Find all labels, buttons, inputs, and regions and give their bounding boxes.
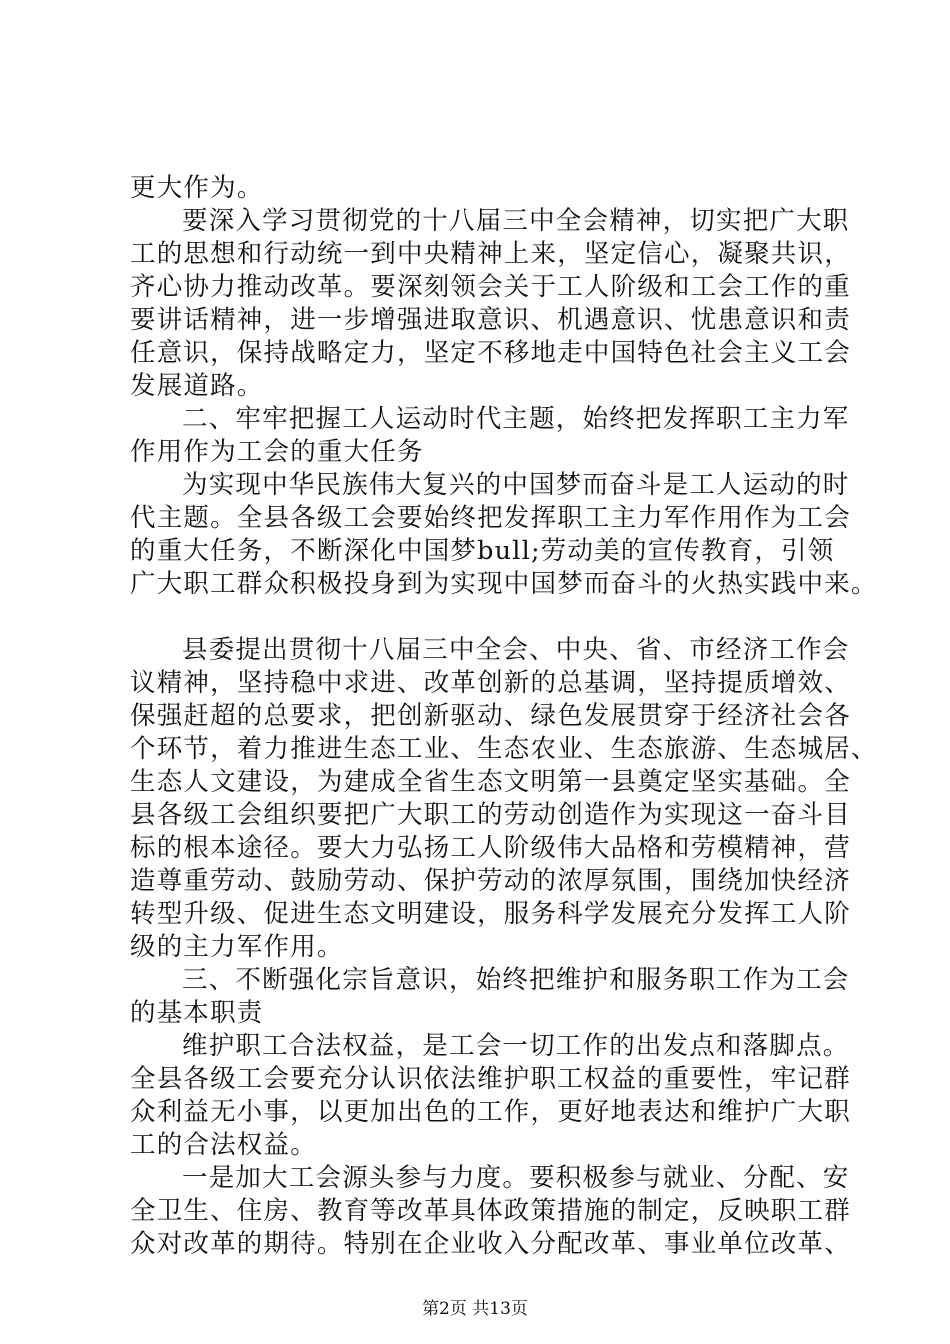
section-heading-line: 三、不断强化宗旨意识，始终把维护和服务职工作为工会 (182, 965, 850, 995)
text-line: 全卫生、住房、教育等改革具体政策措施的制定，反映职工群 (130, 1196, 851, 1226)
text-line: 造尊重劳动、鼓励劳动、保护劳动的浓厚氛围，围绕加快经济 (130, 866, 851, 896)
text-line: 的重大任务，不断深化中国梦bull;劳动美的宣传教育，引领 (130, 536, 835, 566)
text-line: 转型升级、促进生态文明建设，服务科学发展充分发挥工人阶 (130, 899, 851, 929)
text-line: 个环节，着力推进生态工业、生态农业、生态旅游、生态城居、 (130, 734, 878, 764)
text-line: 为实现中华民族伟大复兴的中国梦而奋斗是工人运动的时 (182, 470, 850, 500)
text-line: 广大职工群众积极投身到为实现中国梦而奋斗的火热实践中来。 (130, 569, 878, 599)
text-line: 议精神，坚持稳中求进、改革创新的总基调，坚持提质增效、 (130, 668, 851, 698)
text-line: 众对改革的期待。特别在企业收入分配改革、事业单位改革、 (130, 1229, 851, 1259)
text-line: 生态人文建设，为建成全省生态文明第一县奠定坚实基础。全 (130, 767, 851, 797)
text-line: 工的合法权益。 (130, 1130, 317, 1160)
text-line: 代主题。全县各级工会要始终把发挥职工主力军作用作为工会 (130, 503, 851, 533)
page-number-footer: 第2页 共13页 (422, 1299, 528, 1319)
text-line: 要深入学习贯彻党的十八届三中全会精神，切实把广大职 (182, 206, 850, 236)
text-line: 一是加大工会源头参与力度。要积极参与就业、分配、安 (182, 1163, 850, 1193)
text-line: 维护职工合法权益，是工会一切工作的出发点和落脚点。 (182, 1031, 850, 1061)
text-line: 标的根本途径。要大力弘扬工人阶级伟大品格和劳模精神，营 (130, 833, 851, 863)
text-line: 发展道路。 (130, 371, 264, 401)
text-line: 众利益无小事，以更加出色的工作，更好地表达和维护广大职 (130, 1097, 851, 1127)
text-line: 齐心协力推动改革。要深刻领会关于工人阶级和工会工作的重 (130, 272, 851, 302)
text-line: 更大作为。 (130, 173, 264, 203)
text-line: 工的思想和行动统一到中央精神上来，坚定信心，凝聚共识， (130, 239, 851, 269)
text-line: 任意识，保持战略定力，坚定不移地走中国特色社会主义工会 (130, 338, 851, 368)
text-line: 保强赶超的总要求，把创新驱动、绿色发展贯穿于经济社会各 (130, 701, 851, 731)
text-line: 县各级工会组织要把广大职工的劳动创造作为实现这一奋斗目 (130, 800, 851, 830)
text-line: 级的主力军作用。 (130, 932, 344, 962)
text-line: 要讲话精神，进一步增强进取意识、机遇意识、忧患意识和责 (130, 305, 851, 335)
text-line: 县委提出贯彻十八届三中全会、中央、省、市经济工作会 (182, 635, 850, 665)
section-heading-line: 的基本职责 (130, 998, 264, 1028)
text-line: 全县各级工会要充分认识依法维护职工权益的重要性，牢记群 (130, 1064, 851, 1094)
section-heading-line: 作用作为工会的重大任务 (130, 437, 424, 467)
section-heading-line: 二、牢牢把握工人运动时代主题，始终把发挥职工主力军 (182, 404, 850, 434)
